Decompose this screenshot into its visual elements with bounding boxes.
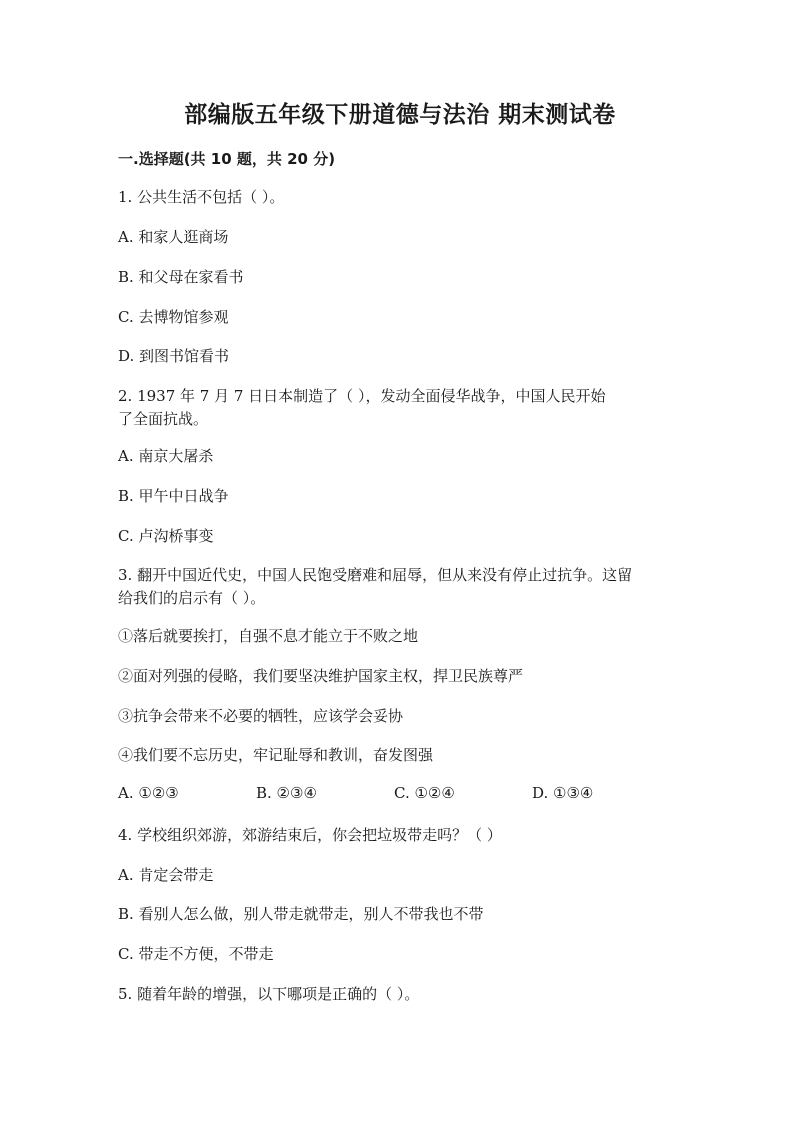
question-4-stem: 4. 学校组织郊游，郊游结束后，你会把垃圾带走吗？（ ） <box>118 826 502 844</box>
question-3-option-d: D. ①③④ <box>532 784 594 802</box>
question-2-option-a: A. 南京大屠杀 <box>118 447 214 465</box>
exam-title: 部编版五年级下册道德与法治 期末测试卷 <box>184 102 616 128</box>
question-4-option-c: C. 带走不方便，不带走 <box>118 945 274 963</box>
section-heading: 一.选择题(共 10 题，共 20 分) <box>118 150 336 168</box>
question-2-option-c: C. 卢沟桥事变 <box>118 527 214 545</box>
question-3-option-a: A. ①②③ <box>118 784 179 802</box>
question-1-stem: 1. 公共生活不包括（ ）。 <box>118 188 285 206</box>
question-3-option-b: B. ②③④ <box>256 784 317 802</box>
question-3-options-row <box>118 784 688 807</box>
question-2-option-b: B. 甲午中日战争 <box>118 487 229 505</box>
question-2-stem-line-2: 了全面抗战。 <box>118 410 209 428</box>
question-1-option-c: C. 去博物馆参观 <box>118 308 229 326</box>
question-3-stem-line-1: 3. 翻开中国近代史，中国人民饱受磨难和屈辱，但从来没有停止过抗争。这留 <box>118 566 633 584</box>
question-1-option-a: A. 和家人逛商场 <box>118 228 229 246</box>
question-2-stem-line-1: 2. 1937 年 7 月 7 日日本制造了（ ），发动全面侵华战争，中国人民开始 <box>118 387 606 405</box>
question-4-option-a: A. 肯定会带走 <box>118 866 214 884</box>
question-3-option-c: C. ①②④ <box>394 784 455 802</box>
question-1-option-b: B. 和父母在家看书 <box>118 268 244 286</box>
question-3-statement-3: ③抗争会带来不必要的牺牲，应该学会妥协 <box>118 707 404 725</box>
question-3-statement-2: ②面对列强的侵略，我们要坚决维护国家主权，捍卫民族尊严 <box>118 667 524 685</box>
question-1-option-d: D. 到图书馆看书 <box>118 347 230 365</box>
question-5-stem: 5. 随着年龄的增强，以下哪项是正确的（ ）。 <box>118 985 420 1003</box>
question-4-option-b: B. 看别人怎么做，别人带走就带走，别人不带我也不带 <box>118 905 484 923</box>
question-3-statement-4: ④我们要不忘历史，牢记耻辱和教训，奋发图强 <box>118 746 434 764</box>
question-3-stem-line-2: 给我们的启示有（ ）。 <box>118 589 266 607</box>
question-3-statement-1: ①落后就要挨打，自强不息才能立于不败之地 <box>118 627 419 645</box>
